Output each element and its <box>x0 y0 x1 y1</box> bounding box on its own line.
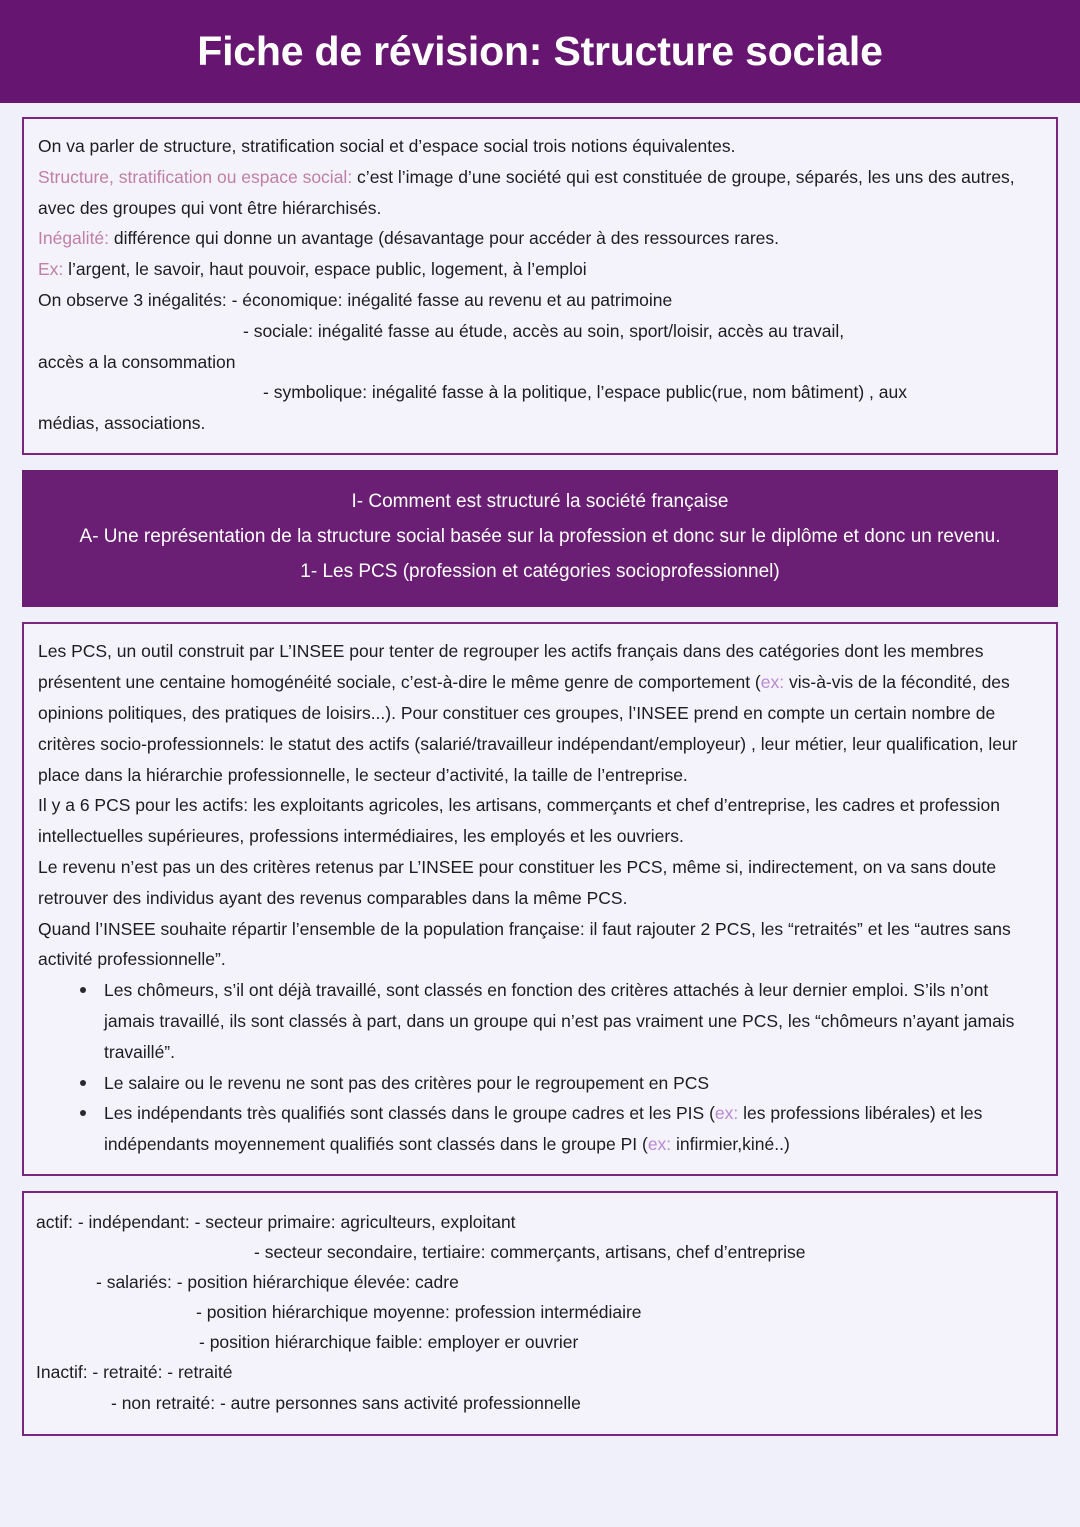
definition-structure-text: c’est l’image d’une société qui est constituée de groupe, séparés, les uns des autres, avec des groupes qui vont être hiérarchisés. <box>38 166 1015 218</box>
pcs-paragraph-1-part-1: Les PCS, un outil construit par L’INSEE pour tenter de regrouper les actifs français dans des catégories dont les membres présentent une centaine homogénéité sociale, c’est-à-dire le même genre de comportement ( <box>38 641 984 693</box>
inequality-sociale-text: - sociale: inégalité fasse au étude, accès au soin, sport/loisir, accès au travail, <box>243 320 845 341</box>
inequality-sociale-cont: accès a la consommation <box>38 351 236 372</box>
pcs-bullet-2-text: Le salaire ou le revenu ne sont pas des critères pour le regroupement en PCS <box>104 1072 710 1093</box>
outline-actif-independant-primaire: actif: - indépendant: - secteur primaire: agriculteurs, exploitant <box>36 1211 516 1232</box>
outline-secteur-secondaire: - secteur secondaire, tertiaire: commerçants, artisans, chef d’entreprise <box>254 1242 806 1263</box>
outline-line-4 <box>36 1297 1042 1327</box>
outline-line-6 <box>36 1357 1042 1387</box>
bullet-dot-icon <box>80 1080 86 1086</box>
example-inegalite-text: l’argent, le savoir, haut pouvoir, espace public, logement, à l’emploi <box>63 259 587 280</box>
bullet-dot-icon <box>80 1110 86 1116</box>
section-heading-1: 1- Les PCS (profession et catégories socioprofessionnel) <box>300 561 780 583</box>
section-heading-i: I- Comment est structuré la société française <box>351 490 729 512</box>
intro-note-box <box>22 117 1058 455</box>
section-heading-a: A- Une représentation de la structure social basée sur la profession et donc sur le diplôme et donc un revenu. <box>79 526 1001 548</box>
inequality-symbolique-cont: médias, associations. <box>38 413 206 434</box>
outline-inactif-retraite: Inactif: - retraité: - retraité <box>36 1362 233 1383</box>
outline-line-2 <box>36 1237 1042 1267</box>
outline-position-moyenne: - position hiérarchique moyenne: profession intermédiaire <box>196 1302 642 1323</box>
definition-structure-label: Structure, stratification ou espace social: <box>38 166 353 187</box>
pcs-paragraph-3: Le revenu n’est pas un des critères retenus par L’INSEE pour constituer les PCS, même si, indirectement, on va sans doute retrouver des individus ayant des revenus comparables dans la même PCS. <box>38 856 997 908</box>
page-title-banner <box>0 0 1080 103</box>
definition-inegalite <box>38 223 1042 254</box>
outline-salaries-cadre: - salariés: - position hiérarchique élevée: cadre <box>96 1272 459 1293</box>
pcs-paragraph-4: Quand l’INSEE souhaite répartir l’ensemble de la population française: il faut rajouter 2 PCS, les “retraités” et les “autres sans activité professionnelle”. <box>38 918 1011 970</box>
pcs-example-label-3: ex: <box>647 1134 672 1155</box>
definition-structure <box>38 162 1042 224</box>
bullet-dot-icon <box>80 987 86 993</box>
outline-non-retraite: - non retraité: - autre personnes sans activité professionnelle <box>111 1392 581 1413</box>
outline-line-1 <box>36 1207 1042 1237</box>
classification-outline-box <box>22 1191 1058 1436</box>
inequality-symbolique-text: - symbolique: inégalité fasse à la politique, l’espace public(rue, nom bâtiment) , aux <box>263 382 907 403</box>
pcs-example-label-1: ex: <box>760 672 785 693</box>
pcs-example-label-2: ex: <box>714 1103 739 1124</box>
pcs-bullet-3-part-2: les professions libérales) et les indépendants moyennement qualifiés sont classés dans le groupe PI ( <box>104 1103 983 1155</box>
pcs-paragraph-2: Il y a 6 PCS pour les actifs: les exploitants agricoles, les artisans, commerçants et chef d’entreprise, les cadres et profession intellectuelles supérieures, professions intermédiaires, les employés et les ouvriers. <box>38 795 1000 847</box>
definition-inegalite-label: Inégalité: <box>38 228 110 249</box>
page-title: Fiche de révision: Structure sociale <box>197 28 883 74</box>
section-header-block <box>22 470 1058 607</box>
inequality-sociale <box>38 316 1042 347</box>
list-item <box>76 1068 1042 1099</box>
pcs-note-box <box>22 622 1058 1176</box>
definition-inegalite-text: différence qui donne un avantage (désavantage pour accéder à des ressources rares. <box>109 228 780 249</box>
pcs-paragraph-1-part-2: vis-à-vis de la fécondité, des opinions politiques, des pratiques de loisirs...). Pour constituer ces groupes, l’INSEE prend en compte un certain nombre de critères socio-professionnels: le statut des actifs (salarié/travailleur indépendant/employeur) , leur métier, leur qualification, leur place dans la hiérarchie professionnelle, le secteur d’activité, la taille de l’entreprise. <box>38 672 1018 785</box>
pcs-bullet-3-part-3: infirmier,kiné..) <box>671 1134 790 1155</box>
intro-line-1: On va parler de structure, stratification social et d’espace social trois notions équivalentes. <box>38 136 736 156</box>
pcs-bullet-3-part-1: Les indépendants très qualifiés sont classés dans le groupe cadres et les PIS ( <box>104 1103 715 1124</box>
example-inegalite <box>38 254 1042 285</box>
pcs-bullet-1-text: Les chômeurs, s’il ont déjà travaillé, sont classés en fonction des critères attachés à leur dernier emploi. S’ils n’ont jamais travaillé, ils sont classés à part, dans un groupe qui n’est pas vraiment une PCS, les “chômeurs n’ayant jamais travaillé”. <box>104 980 1015 1062</box>
list-item <box>76 1098 1042 1160</box>
pcs-paragraph-1 <box>38 636 1042 790</box>
inequality-economique: On observe 3 inégalités: - économique: inégalité fasse au revenu et au patrimoine <box>38 289 673 310</box>
outline-line-7 <box>36 1388 1042 1418</box>
outline-line-3 <box>36 1267 1042 1297</box>
pcs-bullet-list <box>38 975 1042 1160</box>
example-inegalite-label: Ex: <box>38 259 64 280</box>
outline-line-5 <box>36 1327 1042 1357</box>
list-item <box>76 975 1042 1067</box>
inequality-symbolique <box>38 377 1042 408</box>
outline-position-faible: - position hiérarchique faible: employer er ouvrier <box>199 1332 579 1353</box>
